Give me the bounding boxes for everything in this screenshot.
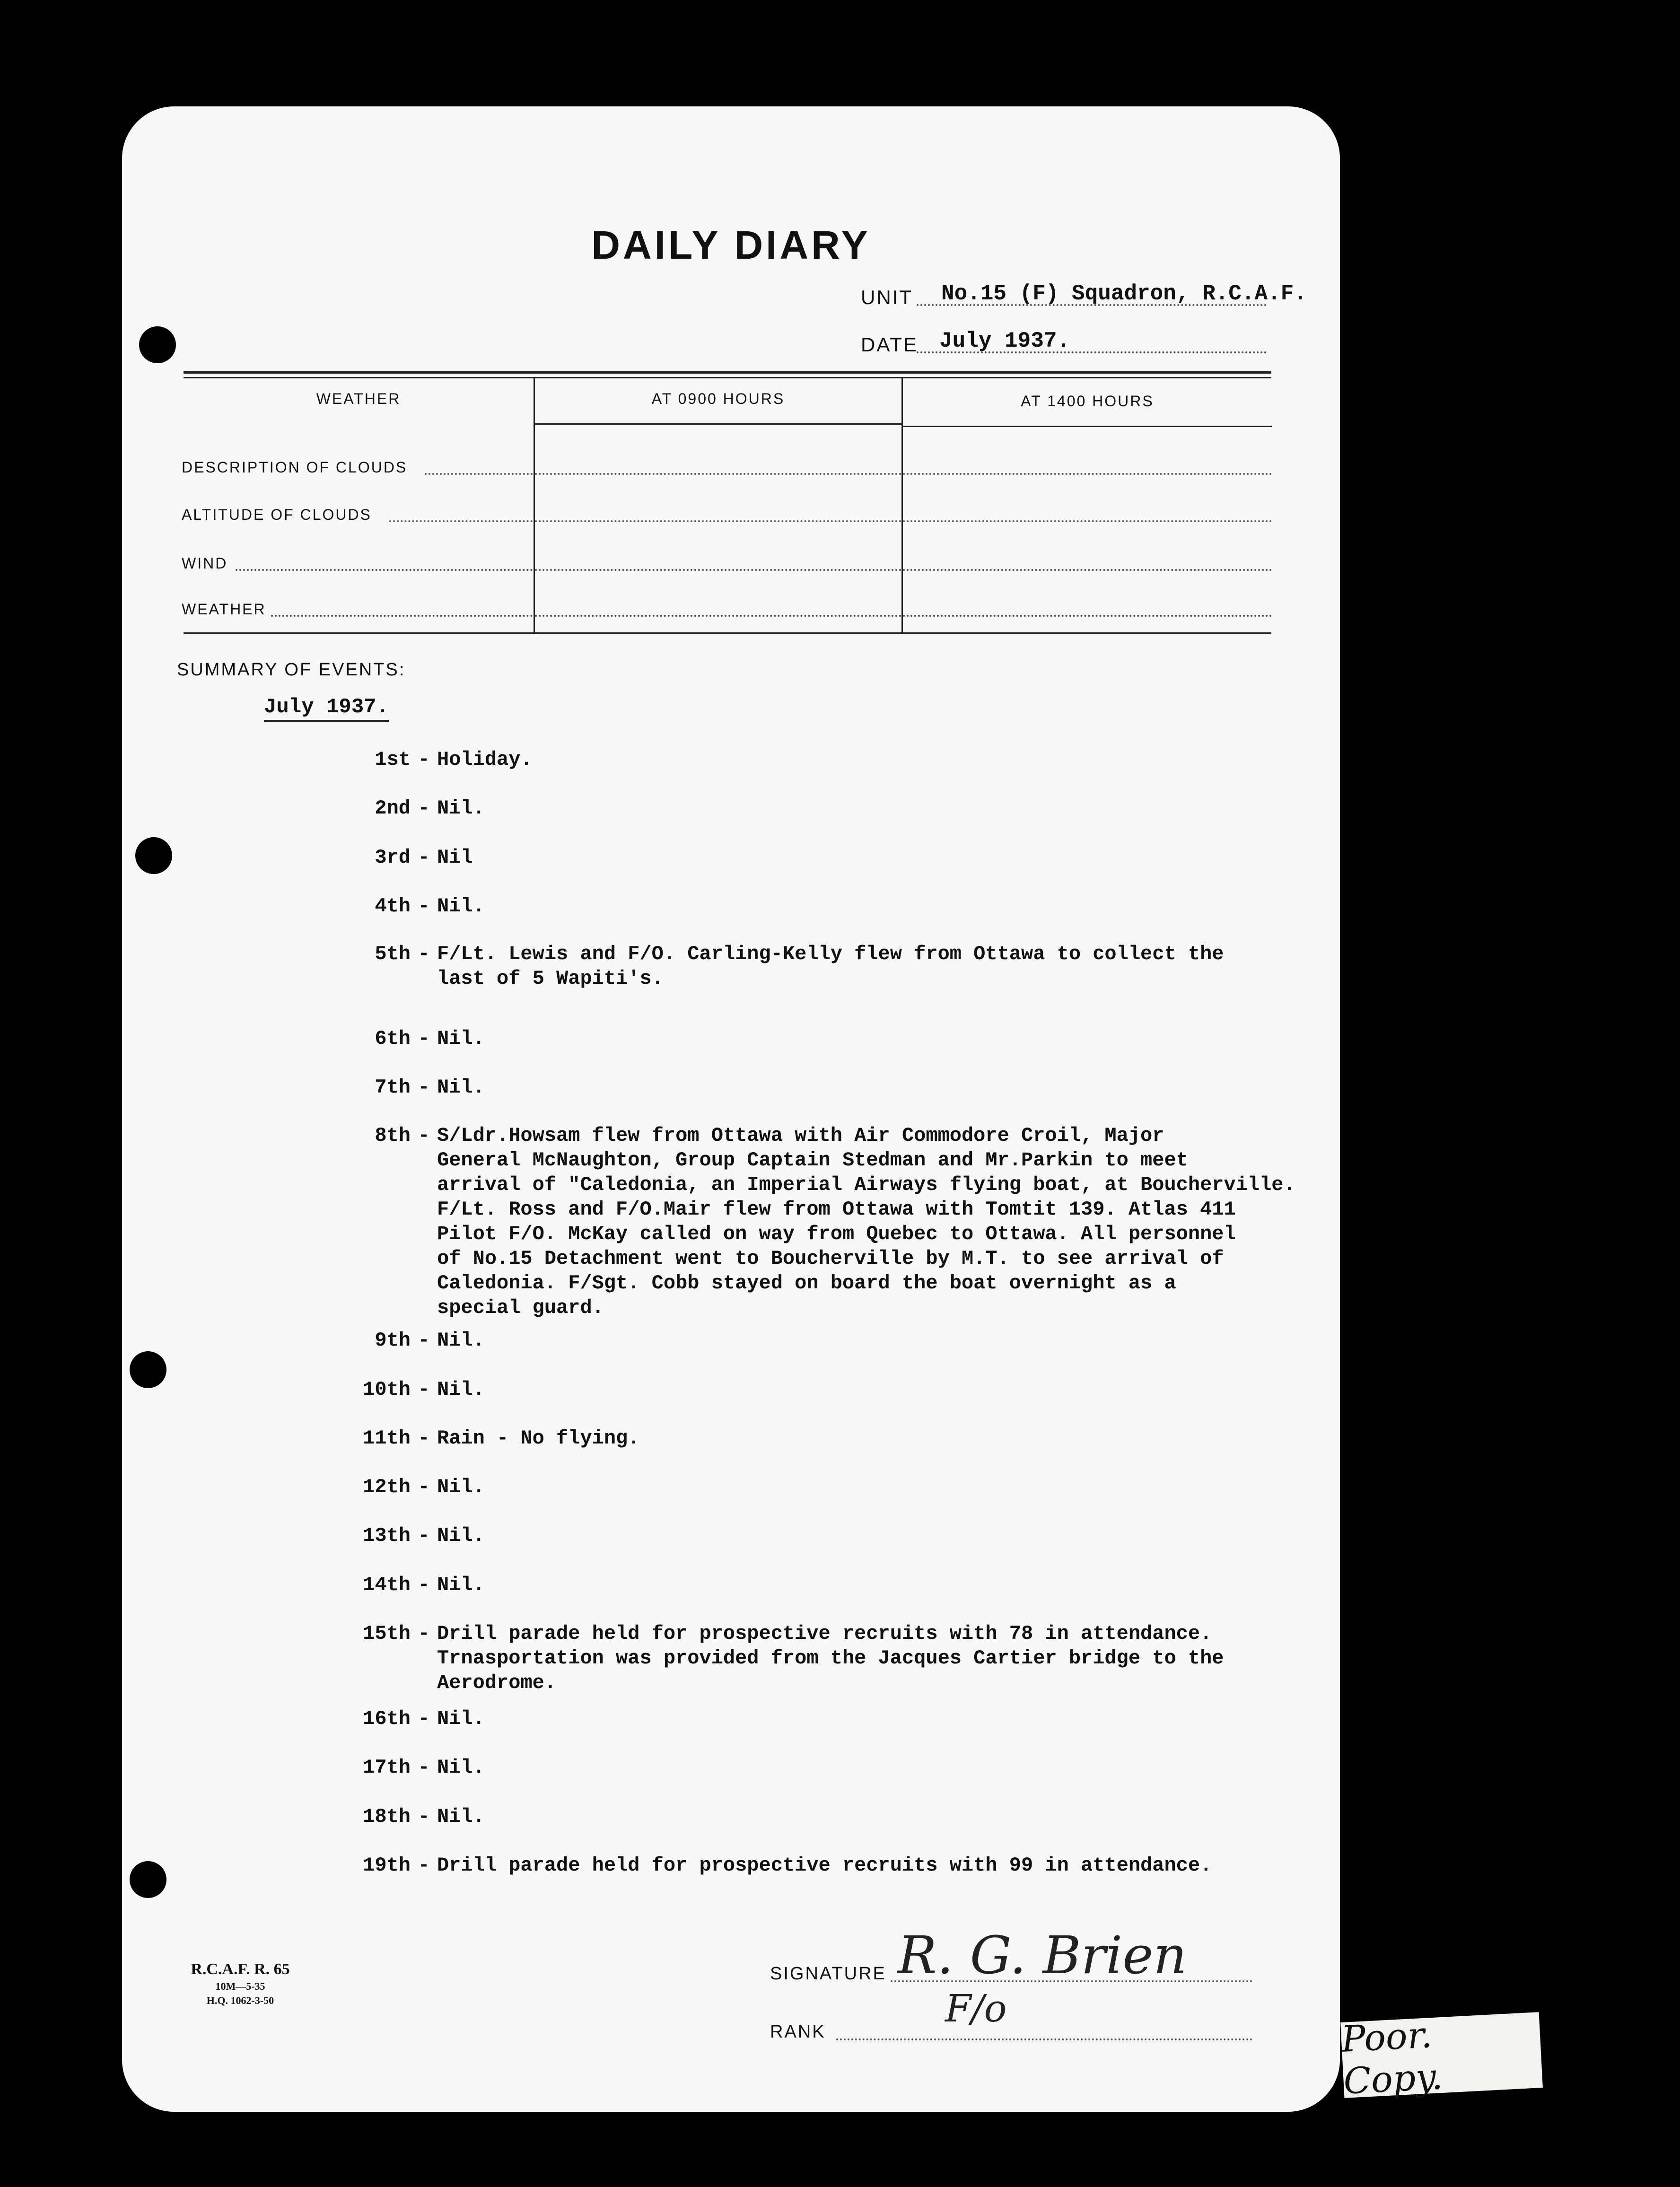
row-line xyxy=(535,569,901,571)
event-dash: - xyxy=(418,748,430,771)
event-day: 15th xyxy=(363,1622,411,1645)
row-label-weather: WEATHER xyxy=(182,601,266,618)
event-entry xyxy=(354,1377,1300,1402)
row-line xyxy=(903,520,1272,522)
row-line xyxy=(236,569,533,571)
event-text: Nil. xyxy=(437,895,485,918)
event-day: 11th xyxy=(363,1427,411,1450)
header-underline xyxy=(903,426,1272,427)
row-line xyxy=(389,520,533,522)
event-day: 3rd xyxy=(375,846,411,869)
event-entry xyxy=(354,1523,1300,1548)
event-text: S/Ldr.Howsam flew from Ottawa with Air Commodore Croil, Major General McNaughton, Group Captain Stedman and Mr.Parkin to meet arrival of "Caledonia, an Imperial Airways flying boat, at Boucherville. F/Lt. Ross and F/O.Mair flew from Ottawa with Tomtit 139. Atlas 411 Pilot F/O. McKay called on way from Quebec to Ottawa. All personnel of No.15 Detachment went to Boucherville by M.T. to see arrival of Caledonia. F/Sgt. Cobb stayed on board the boat overnight as a special guard. xyxy=(437,1124,1295,1319)
event-text: Drill parade held for prospective recruits with 99 in attendance. xyxy=(437,1854,1212,1877)
punch-hole xyxy=(135,837,172,874)
event-dash: - xyxy=(418,1756,430,1779)
table-bottom-rule xyxy=(184,632,1271,634)
summary-heading: SUMMARY OF EVENTS: xyxy=(177,660,406,680)
header-underline xyxy=(534,423,901,425)
rank-line xyxy=(836,2038,1252,2040)
signature-label: SIGNATURE xyxy=(770,1964,886,1984)
rank-label: RANK xyxy=(770,2022,826,2042)
event-dash: - xyxy=(418,1622,430,1645)
diary-page xyxy=(122,106,1340,2112)
row-line xyxy=(271,615,533,617)
hq-reference: H.Q. 1062-3-50 xyxy=(206,1995,274,2006)
print-code: 10M—5-35 xyxy=(215,1980,265,1992)
form-identifier xyxy=(169,1960,311,2007)
event-dash: - xyxy=(418,1805,430,1828)
event-dash: - xyxy=(418,1427,430,1450)
event-day: 13th xyxy=(363,1524,411,1547)
event-day: 16th xyxy=(363,1707,411,1730)
event-entry xyxy=(354,796,1300,821)
event-text: Holiday. xyxy=(437,748,533,771)
event-dash: - xyxy=(418,1524,430,1547)
event-entry xyxy=(354,1755,1300,1780)
event-day: 10th xyxy=(363,1378,411,1401)
event-text: Nil. xyxy=(437,1756,485,1779)
event-entry xyxy=(354,942,1300,991)
poor-copy-label xyxy=(1340,2012,1543,2102)
date-label: DATE xyxy=(861,333,918,356)
event-entry xyxy=(354,1075,1300,1100)
row-line xyxy=(903,473,1272,475)
event-text: Nil. xyxy=(437,1707,485,1730)
event-text: Nil. xyxy=(437,1524,485,1547)
column-divider xyxy=(534,378,535,634)
row-label-description-of-clouds: DESCRIPTION OF CLOUDS xyxy=(182,459,408,476)
row-label-altitude-of-clouds: ALTITUDE OF CLOUDS xyxy=(182,506,372,523)
event-dash: - xyxy=(418,1378,430,1401)
event-text: Nil. xyxy=(437,1476,485,1498)
event-dash: - xyxy=(418,1329,430,1352)
event-day: 1st xyxy=(375,748,411,771)
rank-value: F/o xyxy=(945,1986,1007,2030)
row-line xyxy=(425,473,533,475)
event-entry xyxy=(354,1475,1300,1499)
event-text: Nil. xyxy=(437,1574,485,1596)
event-entry xyxy=(354,1573,1300,1597)
event-day: 14th xyxy=(363,1574,411,1596)
event-entry xyxy=(354,1621,1300,1695)
table-top-rule-2 xyxy=(184,377,1271,378)
event-dash: - xyxy=(418,1707,430,1730)
summary-month: July 1937. xyxy=(264,695,389,722)
event-day: 5th xyxy=(375,943,411,965)
event-entry xyxy=(354,747,1300,772)
event-dash: - xyxy=(418,895,430,918)
weather-column-header: WEATHER xyxy=(316,390,401,407)
signature: R. G. Brien xyxy=(898,1925,1187,1986)
event-day: 17th xyxy=(363,1756,411,1779)
1400-column-header: AT 1400 HOURS xyxy=(1021,393,1154,410)
event-dash: - xyxy=(418,1124,430,1147)
event-entry xyxy=(354,1706,1300,1731)
date-value: July 1937. xyxy=(939,329,1070,353)
row-line xyxy=(903,615,1272,617)
event-dash: - xyxy=(418,943,430,965)
event-text: Rain - No flying. xyxy=(437,1427,640,1450)
event-text: Nil. xyxy=(437,1805,485,1828)
unit-value: No.15 (F) Squadron, R.C.A.F. xyxy=(941,281,1307,306)
event-dash: - xyxy=(418,846,430,869)
row-line xyxy=(535,473,901,475)
event-text: Nil. xyxy=(437,1329,485,1352)
form-number: R.C.A.F. R. 65 xyxy=(191,1960,290,1978)
event-text: F/Lt. Lewis and F/O. Carling-Kelly flew from Ottawa to collect the last of 5 Wapiti's. xyxy=(437,943,1224,990)
event-text: Drill parade held for prospective recruits with 78 in attendance. Trnasportation was provided from the Jacques Cartier bridge to the Aerodrome. xyxy=(437,1622,1224,1694)
event-dash: - xyxy=(418,1574,430,1596)
event-day: 12th xyxy=(363,1476,411,1498)
punch-hole xyxy=(139,326,176,363)
event-entry xyxy=(354,1804,1300,1829)
column-divider xyxy=(901,378,903,634)
event-text: Nil. xyxy=(437,1027,485,1050)
event-text: Nil. xyxy=(437,797,485,820)
event-entry xyxy=(354,1328,1300,1353)
event-entry xyxy=(354,1123,1300,1320)
event-day: 8th xyxy=(375,1124,411,1147)
unit-label: UNIT xyxy=(861,286,913,308)
row-line xyxy=(535,520,901,522)
event-entry xyxy=(354,1026,1300,1051)
event-entry xyxy=(354,845,1300,870)
event-day: 6th xyxy=(375,1027,411,1050)
table-top-rule xyxy=(184,371,1271,374)
event-text: Nil. xyxy=(437,1378,485,1401)
page-title: DAILY DIARY xyxy=(591,223,871,267)
event-dash: - xyxy=(418,1027,430,1050)
row-label-wind: WIND xyxy=(182,555,228,572)
poor-copy-text: Poor. Copy. xyxy=(1340,2013,1444,2102)
event-day: 18th xyxy=(363,1805,411,1828)
event-day: 4th xyxy=(375,895,411,918)
event-text: Nil xyxy=(437,846,473,869)
event-entry xyxy=(354,894,1300,919)
punch-hole xyxy=(130,1351,166,1388)
event-day: 19th xyxy=(363,1854,411,1877)
event-dash: - xyxy=(418,1476,430,1498)
row-line xyxy=(535,615,901,617)
event-day: 9th xyxy=(375,1329,411,1352)
punch-hole xyxy=(130,1861,166,1898)
event-text: Nil. xyxy=(437,1076,485,1099)
row-line xyxy=(903,569,1272,571)
event-dash: - xyxy=(418,1854,430,1877)
event-entry xyxy=(354,1853,1300,1878)
event-day: 2nd xyxy=(375,797,411,820)
event-entry xyxy=(354,1426,1300,1451)
0900-column-header: AT 0900 HOURS xyxy=(651,390,785,407)
event-dash: - xyxy=(418,1076,430,1099)
event-dash: - xyxy=(418,797,430,820)
event-day: 7th xyxy=(375,1076,411,1099)
